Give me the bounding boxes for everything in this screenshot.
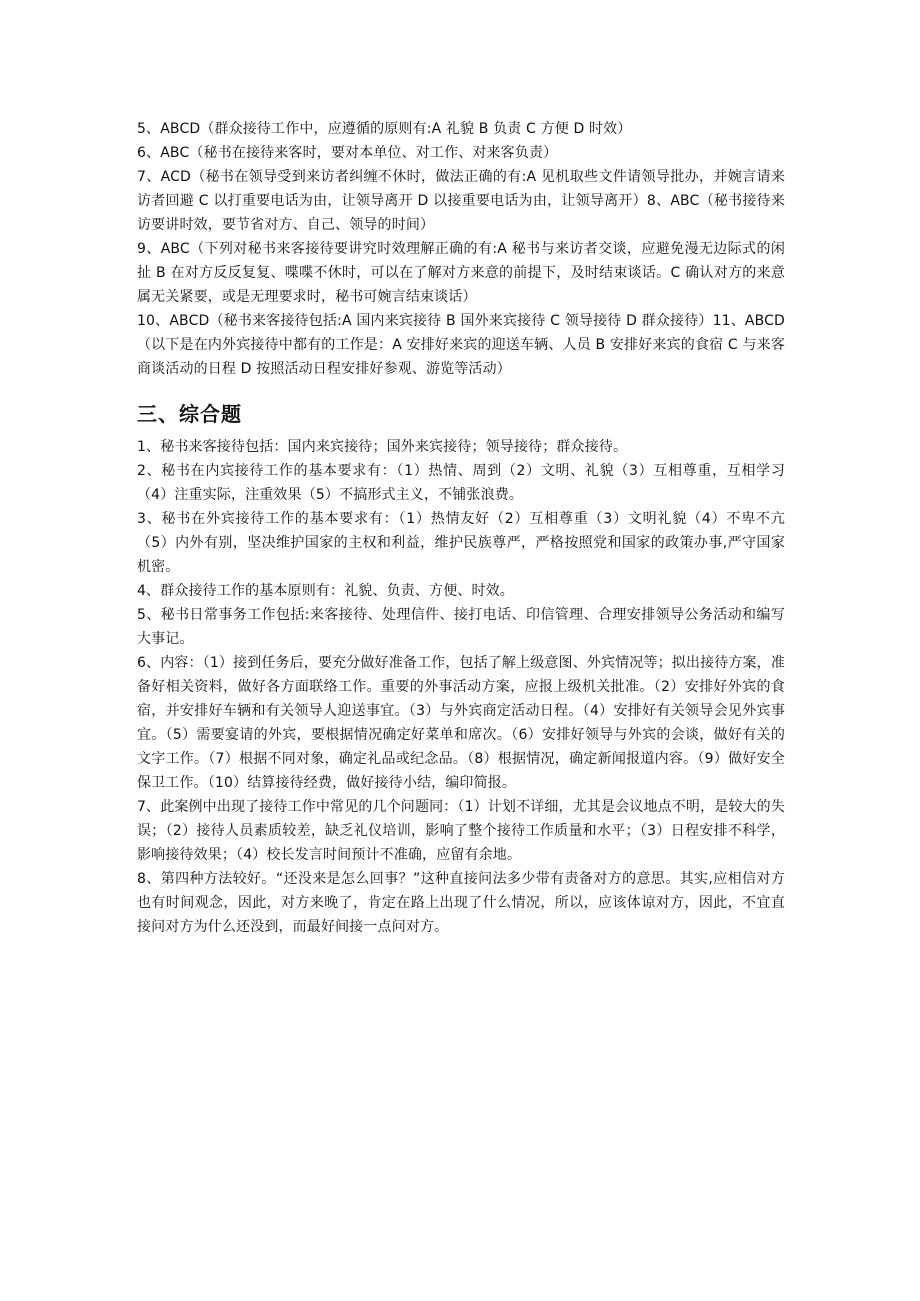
comprehensive-item-6: 6、内容：（1）接到任务后，要充分做好准备工作，包括了解上级意图、外宾情况等；拟出接待方案，准备好相关资料，做好各方面联络工作。重要的外事活动方案，应报上级机关批准。（2）安排好外宾的食宿，并安排好车辆和有关领导人迎送事宜。（3）与外宾商定活动日程。（4）安排好有关领导会见外宾事宜。（5）需要宴请的外宾，要根据情况确定好菜单和席次。（6）安排好领导与外宾的会谈，做好有关的文字工作。（7）根据不同对象，确定礼品或纪念品。（8）根据情况，确定新闻报道内容。（9）做好安全保卫工作。（10）结算接待经费，做好接待小结，编印简报。 (137, 655, 785, 791)
answer-9: 9、ABC（下列对秘书来客接待要讲究时效理解正确的有:A 秘书与来访者交谈，应避免漫无边际式的闲扯 B 在对方反反复复、喋喋不休时，可以在了解对方来意的前提下，及时结束谈话。C 确认对方的来意属无关紧要，或是无理要求时，秘书可婉言结束谈话） (137, 241, 785, 305)
document-body (137, 117, 785, 939)
comprehensive-item-7: 7、此案例中出现了接待工作中常见的几个问题同：（1）计划不详细，尤其是会议地点不明，是较大的失误；（2）接待人员素质较差，缺乏礼仪培训，影响了整个接待工作质量和水平；（3）日程安排不科学，影响接待效果；（4）校长发言时间预计不准确，应留有余地。 (137, 799, 785, 863)
comprehensive-item-2: 2、秘书在内宾接待工作的基本要求有：（1）热情、周到（2）文明、礼貌（3）互相尊重，互相学习（4）注重实际，注重效果（5）不搞形式主义，不铺张浪费。 (137, 463, 785, 503)
comprehensive-item-4: 4、群众接待工作的基本原则有：礼貌、负责、方便、时效。 (137, 583, 514, 599)
answer-6: 6、ABC（秘书在接待来客时，要对本单位、对工作、对来客负责） (137, 145, 558, 161)
section-title: 三、综合题 (137, 402, 242, 426)
answer-10-11: 10、ABCD（秘书来客接待包括:A 国内来宾接待 B 国外来宾接待 C 领导接待 D 群众接待）11、ABCD（以下是在内外宾接待中都有的工作是：A 安排好来宾的迎送车辆、人员 B 安排好来宾的食宿 C 与来客商谈活动的日程 D 按照活动日程安排好参观、游览等活动） (137, 313, 785, 377)
comprehensive-item-1: 1、秘书来客接待包括：国内来宾接待；国外来宾接待；领导接待；群众接待。 (137, 439, 628, 455)
comprehensive-item-5: 5、秘书日常事务工作包括:来客接待、处理信件、接打电话、印信管理、合理安排领导公务活动和编写大事记。 (137, 607, 785, 647)
comprehensive-item-8: 8、第四种方法较好。“还没来是怎么回事？”这种直接问法多少带有责备对方的意思。其实,应相信对方也有时间观念，因此，对方来晚了，肯定在路上出现了什么情况，所以，应该体谅对方，因此，不宜直接问对方为什么还没到，而最好间接一点问对方。 (137, 871, 785, 935)
answer-5: 5、ABCD（群众接待工作中，应遵循的原则有:A 礼貌 B 负责 C 方便 D 时效） (137, 121, 632, 137)
comprehensive-item-3: 3、秘书在外宾接待工作的基本要求有：（1）热情友好（2）互相尊重（3）文明礼貌（4）不卑不亢（5）内外有别，坚决维护国家的主权和利益，维护民族尊严，严格按照党和国家的政策办事,严守国家机密。 (137, 511, 785, 575)
answer-7-8: 7、ACD（秘书在领导受到来访者纠缠不休时，做法正确的有:A 见机取些文件请领导批办，并婉言请来访者回避 C 以打重要电话为由，让领导离开 D 以接重要电话为由，让领导离开）8、ABC（秘书接待来访要讲时效，要节省对方、自己、领导的时间） (137, 169, 785, 233)
